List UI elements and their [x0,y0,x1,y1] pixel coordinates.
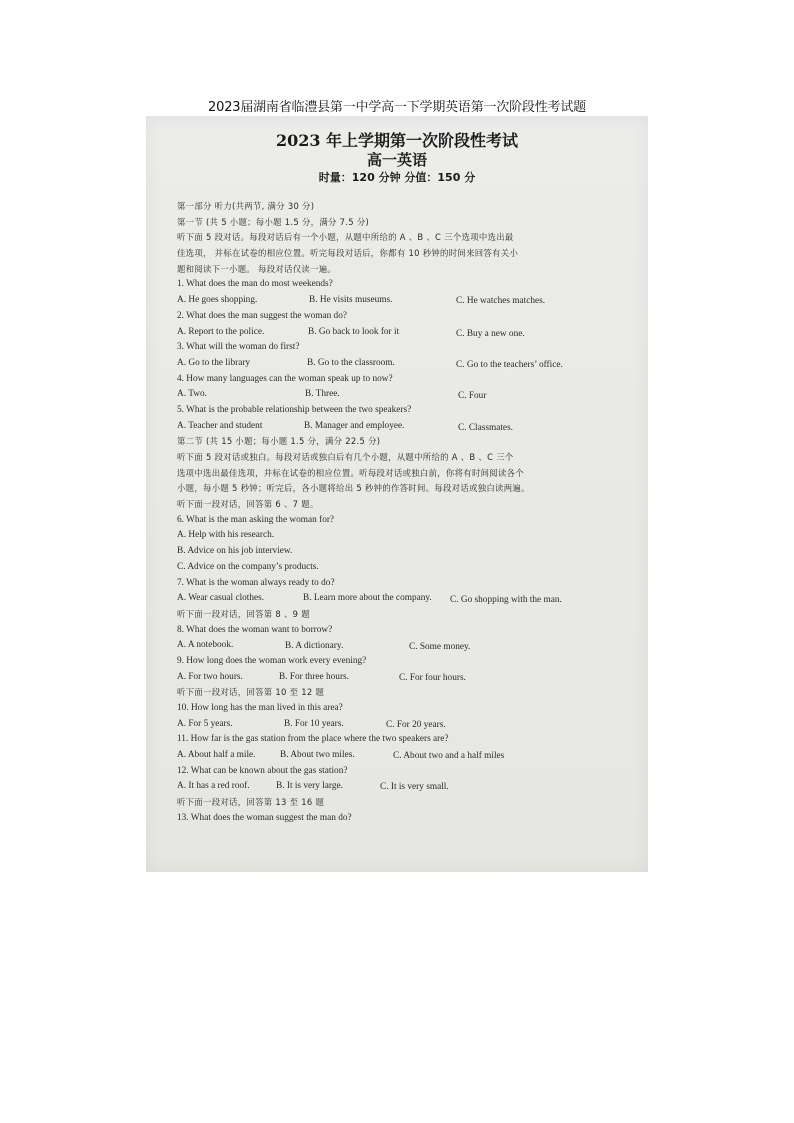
instruction-line: 听下面一段对话，回答第 13 至 16 题 [177,797,325,808]
options-row [177,638,627,654]
question: 12. What can be known about the gas station? [177,765,348,776]
section-heading: 第一节 (共 5 小题；每小题 1.5 分，满分 7.5 分) [177,216,370,227]
option: A. Wear casual clothes. [177,593,265,604]
options-row [177,670,627,686]
option: A. Go to the library [177,357,251,368]
option: C. Go to the teachers’ office. [456,359,563,370]
option: C. Advice on the company’s products. [177,561,319,572]
option: B. A dictionary. [285,641,344,652]
question: 11. How far is the gas station from the place where the two speakers are? [177,734,449,745]
question: 9. How long does the woman work every evening? [177,655,367,666]
option: A. About half a mile. [177,750,256,761]
instruction-line: 题和阅读下一小题。 每段对话仅读一遍。 [177,263,337,274]
option: C. Some money. [409,642,471,653]
options-row [177,419,627,435]
option: A. Report to the police. [177,326,265,337]
exam-paper-photo [146,116,648,872]
question: 1. What does the man do most weekends? [177,279,333,290]
options-row [177,356,627,372]
question: 7. What is the woman always ready to do? [177,577,335,588]
options-row [177,293,627,309]
option: C. Buy a new one. [456,328,525,339]
option: B. Go to the classroom. [307,357,395,368]
document-title: 2023届湖南省临澧县第一中学高一下学期英语第一次阶段性考试题 [208,100,586,115]
instruction-line: 听下面 5 段对话或独白。每段对话或独白后有几个小题，从题中所给的 A 、B 、C 三个 [177,452,514,462]
option: C. For four hours. [399,672,466,683]
option: B. Manager and employee. [304,420,405,431]
question: 5. What is the probable relationship between the two speakers? [177,404,412,415]
instruction-line: 听下面 5 段对话。每段对话后有一个小题，从题中所给的 A 、B 、C 三个选项中选出最 [177,232,514,243]
option: B. It is very large. [276,781,343,792]
exam-meta: 时量：120 分钟 分值：150 分 [318,171,476,184]
option: C. Go shopping with the man. [450,595,562,606]
option: A. Two. [177,389,207,400]
option: B. For three hours. [279,671,349,682]
option: A. Help with his research. [177,530,275,541]
instruction-line: 听下面一段对话，回答第 8 、9 题 [177,608,310,619]
option: C. Classmates. [458,422,514,433]
option: B. Go back to look for it [308,326,400,337]
option: B. For 10 years. [284,718,344,729]
option: A. For two hours. [177,671,243,682]
question: 4. How many languages can the woman speak up to now? [177,373,393,384]
option: C. He watches matches. [456,296,546,307]
option: B. About two miles. [280,750,355,761]
question: 8. What does the woman want to borrow? [177,624,333,635]
option: B. Learn more about the company. [303,593,432,604]
option: B. Advice on his job interview. [177,546,293,557]
option: B. He visits museums. [309,295,393,306]
option: A. He goes shopping. [177,295,258,306]
options-row [177,325,627,341]
options-row [177,591,627,607]
question: 2. What does the man suggest the woman do? [177,310,347,321]
option: B. Three. [305,389,340,400]
option: C. It is very small. [380,782,449,793]
instruction-line: 听下面一段对话，回答第 10 至 12 题 [177,687,325,698]
exam-body [177,199,627,827]
question: 13. What does the woman suggest the man do? [177,812,352,823]
option: C. For 20 years. [386,719,446,730]
option: C. Four [458,391,487,402]
question: 6. What is the man asking the woman for? [177,514,335,525]
instruction-line: 听下面一段对话，回答第 6 、7 题。 [177,499,319,510]
options-row [177,748,627,764]
option: A. A notebook. [177,640,234,651]
option: A. Teacher and student [177,420,263,431]
exam-title: 2023 年上学期第一次阶段性考试 [275,131,519,150]
instruction-line: 小题，每小题 5 秒钟；听完后，各小题将给出 5 秒钟的作答时间。每段对话或独白读两遍。 [177,483,530,494]
question: 10. How long has the man lived in this area? [177,703,343,713]
option: A. It has a red roof. [177,781,250,792]
option: A. For 5 years. [177,718,233,729]
exam-subject: 高一英语 [366,151,427,169]
question: 3. What will the woman do first? [177,342,300,353]
option: C. About two and a half miles [393,751,505,762]
options-row [177,717,627,733]
section-heading: 第二节 (共 15 小题；每小题 1.5 分，满分 22.5 分) [177,436,381,447]
instruction-line: 佳选项， 并标在试卷的相应位置。听完每段对话后，你都有 10 秒钟的时间来回答有关小 [177,248,519,259]
part-heading: 第一部分 听力(共两节, 满分 30 分) [177,201,315,211]
options-row [177,779,627,795]
instruction-line: 选项中选出最佳选项，并标在试卷的相应位置。听每段对话或独白前，你将有时间阅读各个 [177,467,524,478]
options-row [177,387,627,403]
